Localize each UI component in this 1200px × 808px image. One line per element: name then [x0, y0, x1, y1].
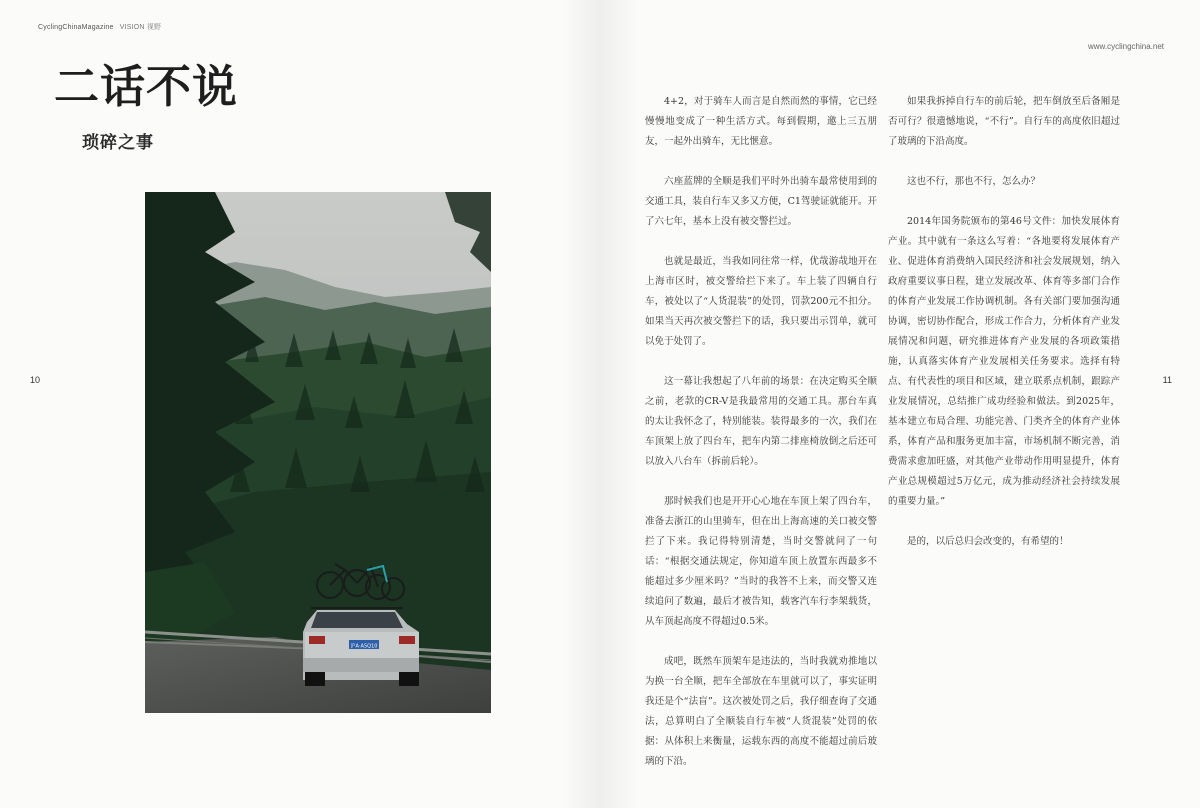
article-title: 二话不说	[54, 60, 239, 113]
section-label: VISION 视野	[119, 24, 162, 31]
website-url: www.cyclingchina.net	[1087, 42, 1164, 51]
body-column-2	[888, 92, 1120, 572]
paragraph: 这也不行，那也不行，怎么办？	[907, 176, 1041, 187]
page-number-right: 11	[1162, 375, 1172, 385]
spread-gutter	[560, 0, 640, 808]
paragraph: 如果我拆掉自行车的前后轮，把车倒放至后备厢是否可行？很遗憾地说，“不行”。自行车的高度依旧超过了玻璃的下沿高度。	[888, 96, 1120, 147]
page-number-left: 10	[30, 375, 41, 385]
paragraph: 那时候我们也是开开心心地在车顶上架了四台车，准备去浙江的山里骑车，但在出上海高速的关口被交警拦了下来。我记得特别清楚，当时交警就问了一句话：“根据交通法规定，你知道车顶上放置东西最多不能超过多少厘米吗？”当时的我答不上来，而交警又连续追问了数遍，最后才被告知，载客汽车行李架载货，从车顶起高度不得超过0.5米。	[645, 496, 877, 627]
paragraph: 这一幕让我想起了八年前的场景：在决定购买全顺之前，老款的CR-V是我最常用的交通工具。那台车真的太让我怀念了，特别能装。装得最多的一次，我们在车顶架上放了四台车，把车内第二排座椅放倒之后还可以放入八台车（拆前后轮）。	[645, 376, 877, 467]
magazine-name: CyclingChinaMagazine	[38, 24, 114, 31]
license-plate: 沪A·A5Q10	[350, 643, 378, 650]
paragraph: 是的，以后总归会改变的，有希望的！	[907, 536, 1069, 547]
paragraph: 六座蓝牌的全顺是我们平时外出骑车最常使用到的交通工具，装自行车又多又方便，C1驾驶证就能开。开了六七年，基本上没有被交警拦过。	[645, 176, 877, 227]
forest-road-photo	[145, 192, 491, 713]
paragraph: 4+2，对于骑车人而言是自然而然的事情，它已经慢慢地变成了一种生活方式。每到假期，邀上三五朋友，一起外出骑车，无比惬意。	[645, 96, 877, 147]
masthead	[38, 22, 161, 32]
paragraph: 2014年国务院颁布的第46号文件：加快发展体育产业。其中就有一条这么写着：“各地要将发展体育产业、促进体育消费纳入国民经济和社会发展规划，纳入政府重要议事日程，建立发展改革、体育等多部门合作的体育产业发展工作协调机制。各有关部门要加强沟通协调，密切协作配合，形成工作合力，分析体育产业发展情况和问题，研究推进体育产业发展的各项政策措施，认真落实体育产业发展相关任务要求。选择有特点、有代表性的项目和区域，建立联系点机制，跟踪产业发展情况，总结推广成功经验和做法。到2025年，基本建立布局合理、功能完善、门类齐全的体育产业体系，体育产品和服务更加丰富，市场机制不断完善，消费需求愈加旺盛，对其他产业带动作用明显提升，体育产业总规模超过5万亿元，成为推动经济社会持续发展的重要力量。”	[888, 216, 1120, 507]
paragraph: 成吧，既然车顶架车是违法的，当时我就劝推地以为换一台全顺，把车全部放在车里就可以了，事实证明我还是个“法盲”。这次被处罚之后，我仔细查询了交通法，总算明白了全顺装自行车被“人货混装”处罚的依据：从体积上来衡量，运载东西的高度不能超过前后玻璃的下沿。	[645, 656, 877, 767]
paragraph: 也就是最近，当我如同往常一样，优哉游哉地开在上海市区时，被交警给拦下来了。车上装了四辆自行车，被处以了“人货混装”的处罚，罚款200元不扣分。如果当天再次被交警拦下的话，我只要出示罚单，就可以免于处罚了。	[645, 256, 877, 347]
article-subtitle: 琐碎之事	[82, 133, 154, 153]
body-column-1	[645, 92, 877, 792]
